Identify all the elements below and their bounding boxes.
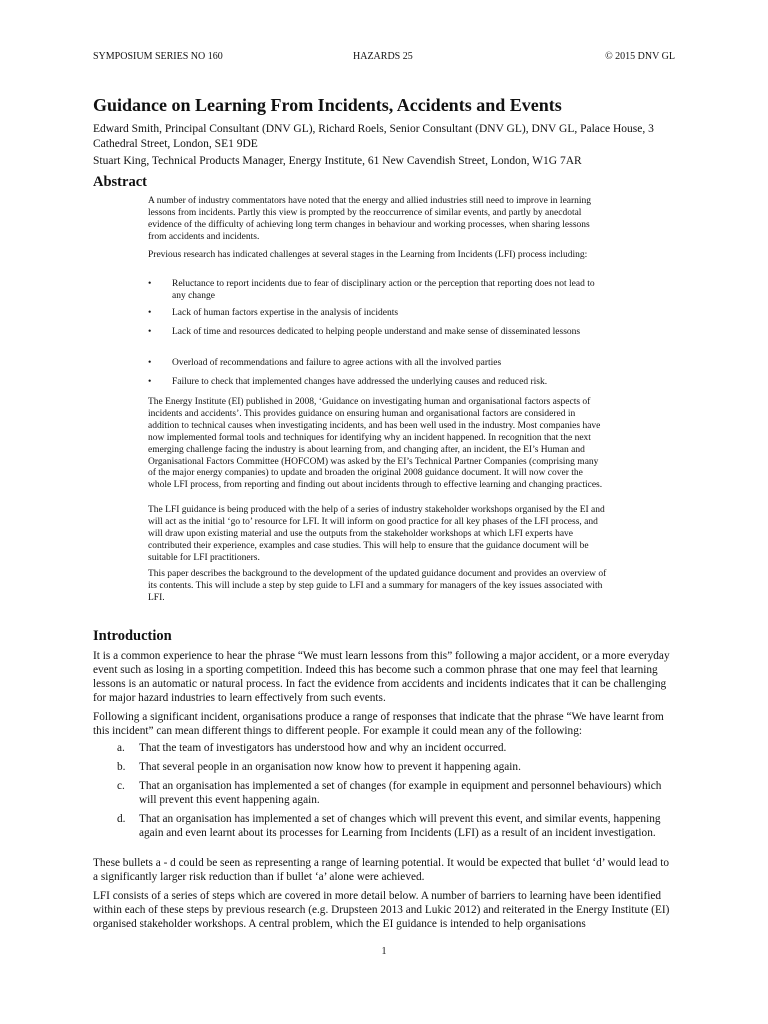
list-item [148,327,608,339]
list-item [117,813,677,841]
intro-paragraph-4: LFI consists of a series of steps which are covered in more detail below. A number of barriers to learning have been identified within each of these steps by previous research (e.g. Drupsteen 2013 and Lukic 2012) and reiterated in the Energy Institute (EI) organised stakeholder workshops. A central problem, which the EI guidance is intended to help organisations [93,890,670,930]
author-line-1: Edward Smith, Principal Consultant (DNV GL), Richard Roels, Senior Consultant (DNV GL), DNV GL, Palace House, 3 Cathedral Street, London, SE1 9DE [93,123,654,150]
abstract-paragraph-1 [148,196,608,244]
abstract-p3-text: The Energy Institute (EI) published in 2008, ‘Guidance on investigating human and organisational factors aspects of incidents and accidents’. This provides guidance on ensuring human and organisational factors are considered in addition to technical causes when investigating incidents, and has been well used in the industry. Most companies have now implemented formal tools and techniques for identifying why an incident happened. In recognition that the next emerging challenge facing the industry is about learning from, and changing after, an incident, the EI’s Human and Organisational Factors Committee (HOFCOM) was asked by the EI’s Technical Partner Companies (comprising many of the major energy companies) to update and broaden the original 2008 guidance document. It will now cover the whole LFI process, from reporting and finding out about incidents through to effective learning and changing practices. [148,397,603,491]
page-number: 1 [381,946,387,957]
header-series: SYMPOSIUM SERIES NO 160 [93,51,223,62]
intro-paragraph-1: It is a common experience to hear the phrase “We must learn lessons from this” following a major accident, or a more everyday event such as losing in a sporting competition. Indeed this has become such a common phrase that one may feel that learning lessons is an automatic or natural process. In fact the evidence from accidents and incidents indicates that it can be challenging for major hazard industries to learn effectively from such events. [93,650,670,704]
header-conference: HAZARDS 25 [353,51,413,62]
bullet-text: Lack of human factors expertise in the analysis of incidents [172,308,399,318]
abstract-paragraph-5 [148,569,608,605]
list-item [117,780,677,808]
bullet-text: Overload of recommendations and failure to agree actions with all the involved parties [172,358,502,368]
list-item [117,742,677,756]
item-marker: a. [117,742,125,754]
bullet-text: Reluctance to report incidents due to fear of disciplinary action or the perception that reporting does not lead to any change [172,279,595,301]
abstract-paragraph-2 [148,250,608,262]
abstract-p2-text: Previous research has indicated challenges at several stages in the Learning from Incidents (LFI) process including: [148,250,588,260]
list-item [117,761,677,775]
item-text: That several people in an organisation now know how to prevent it happening again. [139,761,521,773]
list-item [148,308,608,320]
intro-paragraph-2: Following a significant incident, organisations produce a range of responses that indicate that the phrase “We have learnt from this incident” can mean different things to different people. For example it could mean any of the following: [93,711,664,737]
bullet-marker: • [148,279,152,289]
bullet-text: Lack of time and resources dedicated to helping people understand and make sense of disseminated lessons [172,327,581,337]
bullet-text: Failure to check that implemented changes have addressed the underlying causes and reduced risk. [172,377,548,387]
intro-paragraph-3: These bullets a - d could be seen as representing a range of learning potential. It would be expected that bullet ‘d’ would lead to a significantly larger risk reduction than if bullet ‘a’ alone were achieved. [93,857,670,883]
paper-title: Guidance on Learning From Incidents, Accidents and Events [93,95,562,115]
bullet-marker: • [148,377,152,387]
item-text: That an organisation has implemented a set of changes which will prevent this event, and similar events, happening again and even learnt about its processes for Learning from Incidents (LFI) as a result of an incident investigation. [139,813,661,839]
item-text: That the team of investigators has understood how and why an incident occurred. [139,742,507,754]
abstract-paragraph-4 [148,505,608,565]
bullet-marker: • [148,308,152,318]
item-marker: b. [117,761,126,773]
list-item [148,358,608,370]
item-marker: d. [117,813,126,825]
list-item [148,377,608,389]
running-header [93,50,675,64]
abstract-p5-text: This paper describes the background to the development of the updated guidance document and provides an overview of its contents. This will include a step by step guide to LFI and a summary for managers of the key issues associated with LFI. [148,569,607,603]
item-text: That an organisation has implemented a set of changes (for example in equipment and personnel behaviours) which will prevent this event happening again. [139,780,662,806]
abstract-paragraph-3 [148,397,608,492]
item-marker: c. [117,780,125,792]
bullet-marker: • [148,327,152,337]
header-copyright: © 2015 DNV GL [605,51,675,62]
abstract-p4-text: The LFI guidance is being produced with the help of a series of industry stakeholder workshops organised by the EI and will act as the initial ‘go to’ resource for LFI. It will inform on good practice for all key phases of the LFI process, and will draw upon existing material and use the outputs from the stakeholder workshops at which LFI experts have contributed their experience, examples and case studies. This will help to ensure that the guidance document will be suitable for LFI practitioners. [148,505,605,563]
author-line-2: Stuart King, Technical Products Manager, Energy Institute, 61 New Cavendish Street, London, W1G 7AR [93,155,582,167]
list-item [148,279,608,303]
abstract-p1-text: A number of industry commentators have noted that the energy and allied industries still need to improve in learning lessons from incidents. Partly this view is prompted by the reoccurrence of similar events, and partly by anecdotal evidence of the difficulty of achieving long term changes in behaviour and working processes, when sharing lessons from accidents and incidents. [148,196,592,242]
abstract-heading: Abstract [93,174,147,190]
bullet-marker: • [148,358,152,368]
introduction-heading: Introduction [93,628,172,644]
